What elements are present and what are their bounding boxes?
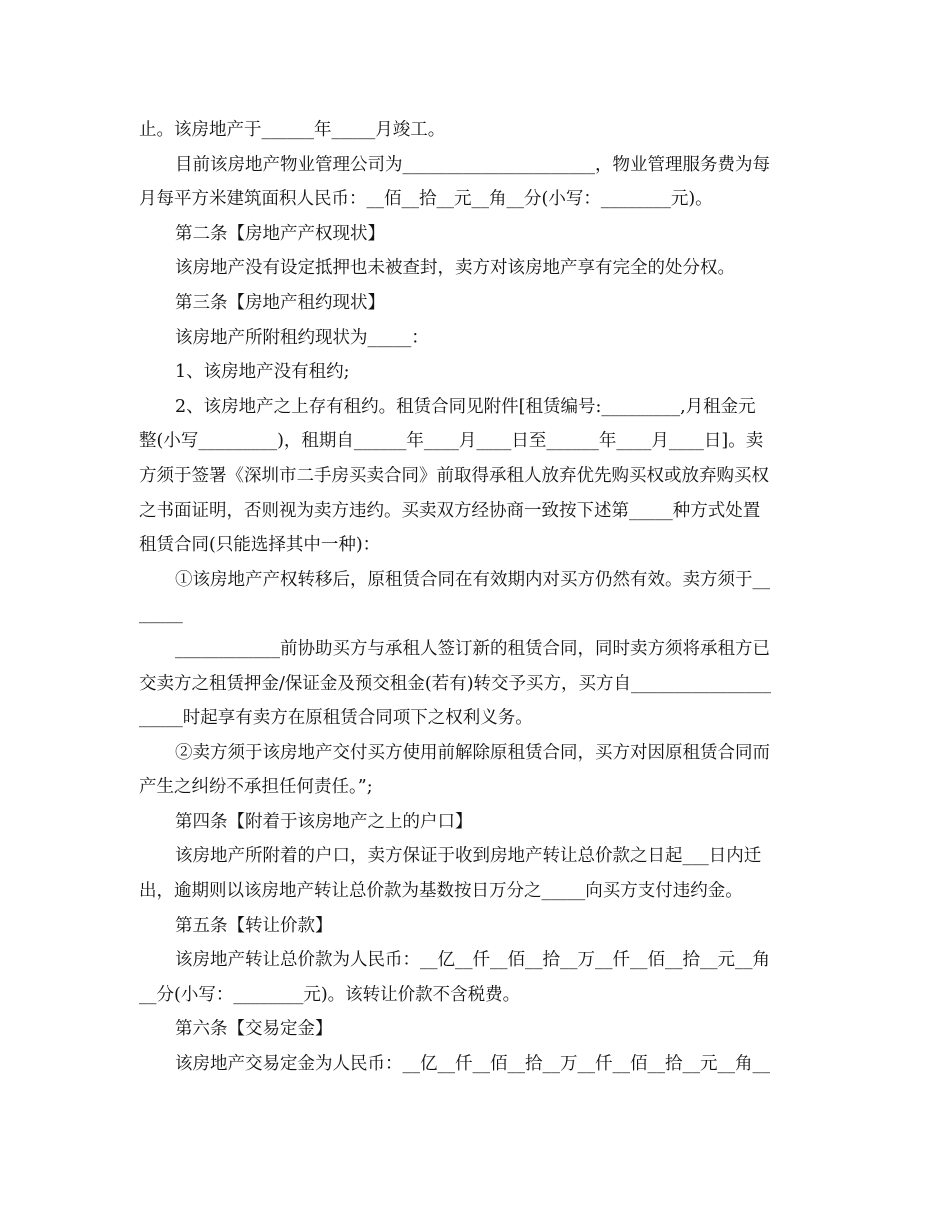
contract-text-line: _____时起享有卖方在原租赁合同项下之权利义务。 <box>139 708 533 729</box>
contract-text-line: 该房地产所附着的户口，卖方保证于收到房地产转让总价款之日起___日内迁 <box>175 846 762 867</box>
contract-text-line: 第三条【房地产租约现状】 <box>175 292 385 313</box>
contract-text-line: 第二条【房地产产权现状】 <box>175 223 385 244</box>
contract-text-line: 该房地产转让总价款为人民币：__亿__仟__佰__拾__万__仟__佰__拾__元__角 <box>175 950 770 971</box>
contract-text-line: 该房地产交易定金为人民币：__亿__仟__佰__拾__万__仟__佰__拾__元__角__ <box>175 1054 770 1075</box>
contract-text-line: 交卖方之租赁押金/保证金及预交租金(若有)转交予买方，买方自________________ <box>139 673 772 694</box>
contract-text-line: 产生之纠纷不承担任何责任。”; <box>139 777 373 798</box>
contract-text-line: 第五条【转让价款】 <box>175 915 333 936</box>
contract-text-line: 出，逾期则以该房地产转让总价款为基数按日万分之_____向买方支付违约金。 <box>139 881 743 902</box>
contract-text-line: 1、该房地产没有租约; <box>175 362 350 383</box>
contract-text-line: __分(小写：________元)。该转让价款不含税费。 <box>139 984 521 1005</box>
contract-text-line: 目前该房地产物业管理公司为______________________，物业管理服务费为每 <box>175 154 770 175</box>
contract-text-line: 租赁合同(只能选择其中一种)： <box>139 535 381 556</box>
contract-text-line: 该房地产没有设定抵押也未被查封，卖方对该房地产享有完全的处分权。 <box>175 258 735 279</box>
contract-text-line: 之书面证明，否则视为卖方违约。买卖双方经协商一致按下述第_____种方式处置 <box>139 500 761 521</box>
contract-text-line: _____ <box>139 604 183 625</box>
contract-body <box>139 113 815 1082</box>
contract-text-line: 2、该房地产之上存有租约。租赁合同见附件[租赁编号:_________,月租金元 <box>175 396 756 417</box>
contract-text-line: ____________前协助买方与承租人签订新的租赁合同，同时卖方须将承租方已 <box>175 638 770 659</box>
contract-text-line: ②卖方须于该房地产交付买方使用前解除原租赁合同，买方对因原租赁合同而 <box>175 742 770 763</box>
contract-text-line: 方须于签署《深圳市二手房买卖合同》前取得承租人放弃优先购买权或放弃购买权 <box>139 465 769 486</box>
contract-text-line: 第六条【交易定金】 <box>175 1019 333 1040</box>
contract-text-line: 止。该房地产于______年_____月竣工。 <box>139 120 446 140</box>
contract-text-line: 月每平方米建筑面积人民币：__佰__拾__元__角__分(小写：________元)。 <box>139 189 713 210</box>
contract-text-line: 该房地产所附租约现状为_____： <box>175 327 429 348</box>
contract-text-line: 整(小写_________)，租期自______年____月____日至______年____月____日]。卖 <box>139 431 764 452</box>
contract-text-line: 第四条【附着于该房地产之上的户口】 <box>175 811 473 832</box>
contract-text-line: ①该房地产产权转移后，原租赁合同在有效期内对买方仍然有效。卖方须于__ <box>175 569 770 590</box>
